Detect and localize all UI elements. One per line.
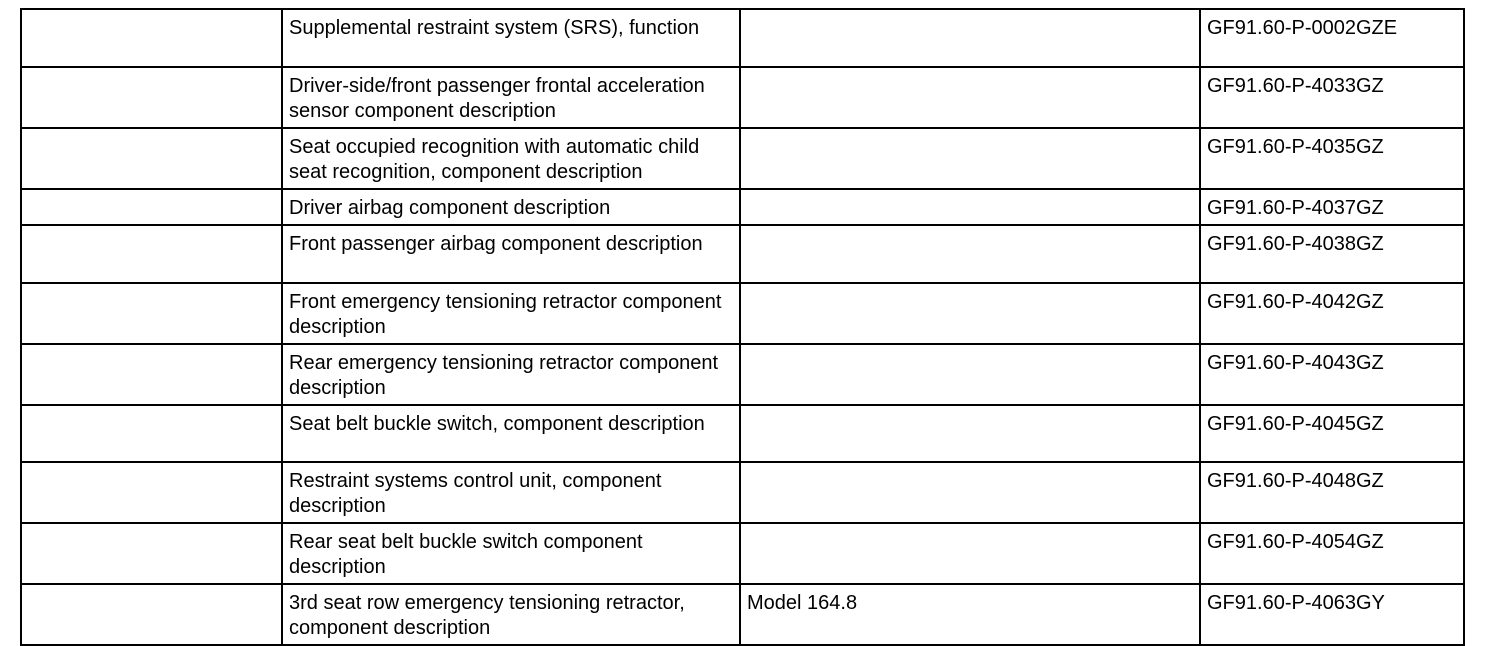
document-title-cell: 3rd seat row emergency tensioning retractor, component description [282,584,740,645]
document-title-cell: Supplemental restraint system (SRS), function [282,9,740,67]
document-title-cell: Driver airbag component description [282,189,740,225]
blank-cell [21,584,282,645]
table-row [21,462,1464,523]
note-cell [740,462,1200,523]
document-code-link[interactable]: GF91.60-P-4042GZ [1200,283,1464,344]
document-title-cell: Rear emergency tensioning retractor component description [282,344,740,405]
note-cell [740,189,1200,225]
note-cell [740,225,1200,283]
table-row [21,405,1464,462]
table-row [21,225,1464,283]
document-title-cell: Seat belt buckle switch, component description [282,405,740,462]
document-title-cell: Rear seat belt buckle switch component description [282,523,740,584]
blank-cell [21,405,282,462]
table-row [21,9,1464,67]
document-code-link[interactable]: GF91.60-P-4043GZ [1200,344,1464,405]
document-code-link[interactable]: GF91.60-P-4037GZ [1200,189,1464,225]
table-row [21,189,1464,225]
table-row [21,344,1464,405]
document-title-cell: Restraint systems control unit, component description [282,462,740,523]
note-cell [740,344,1200,405]
note-cell [740,523,1200,584]
note-cell [740,405,1200,462]
blank-cell [21,523,282,584]
document-title-cell: Seat occupied recognition with automatic child seat recognition, component description [282,128,740,189]
table-row [21,584,1464,645]
document-title-cell: Front passenger airbag component description [282,225,740,283]
document-code-link[interactable]: GF91.60-P-4035GZ [1200,128,1464,189]
table-row [21,67,1464,128]
table-row [21,283,1464,344]
note-cell [740,9,1200,67]
table-row [21,523,1464,584]
document-code-link[interactable]: GF91.60-P-4045GZ [1200,405,1464,462]
document-code-link[interactable]: GF91.60-P-4048GZ [1200,462,1464,523]
document-code-link[interactable]: GF91.60-P-0002GZE [1200,9,1464,67]
note-cell [740,67,1200,128]
note-cell: Model 164.8 [740,584,1200,645]
blank-cell [21,128,282,189]
document-code-link[interactable]: GF91.60-P-4063GY [1200,584,1464,645]
blank-cell [21,189,282,225]
blank-cell [21,344,282,405]
document-code-link[interactable]: GF91.60-P-4054GZ [1200,523,1464,584]
document-code-link[interactable]: GF91.60-P-4038GZ [1200,225,1464,283]
blank-cell [21,283,282,344]
table-row [21,128,1464,189]
document-title-cell: Front emergency tensioning retractor component description [282,283,740,344]
document-table [20,8,1465,646]
blank-cell [21,67,282,128]
table-body [21,9,1464,645]
note-cell [740,128,1200,189]
document-code-link[interactable]: GF91.60-P-4033GZ [1200,67,1464,128]
blank-cell [21,462,282,523]
blank-cell [21,9,282,67]
blank-cell [21,225,282,283]
document-title-cell: Driver-side/front passenger frontal acceleration sensor component description [282,67,740,128]
note-cell [740,283,1200,344]
